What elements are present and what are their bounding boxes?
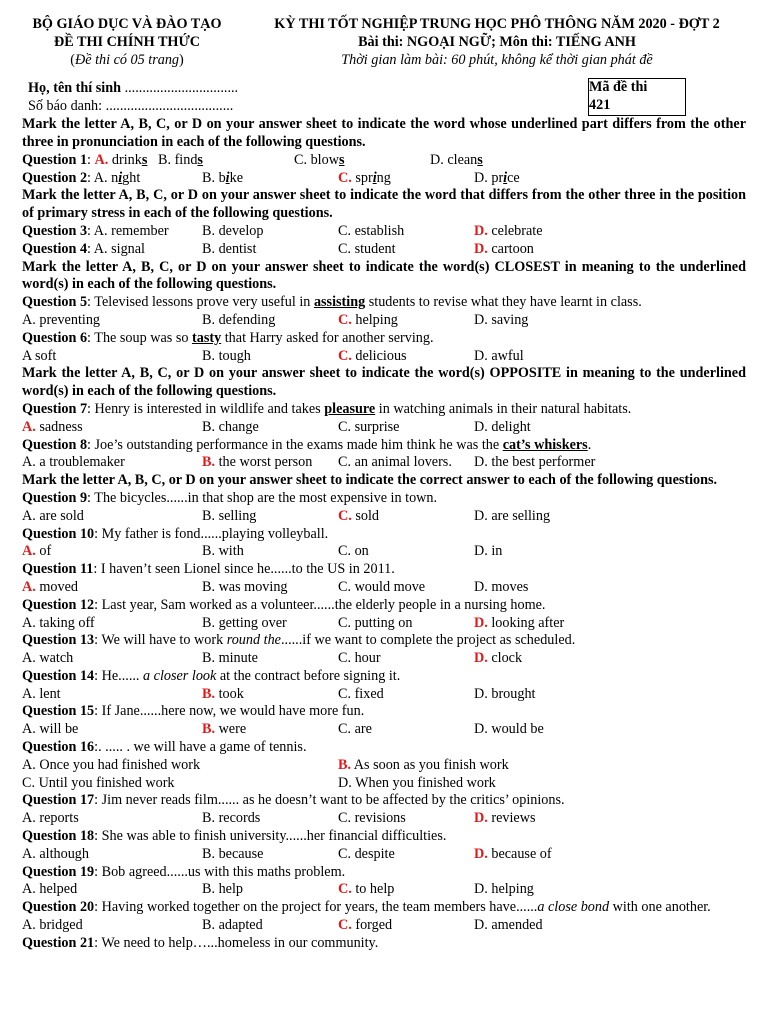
option-d[interactable]: looking after — [491, 614, 565, 631]
option-d[interactable]: because of — [491, 845, 552, 862]
option-c[interactable]: despite — [354, 845, 395, 862]
question-21-stem: Question 21: We need to help…...homeless in our community. — [22, 934, 379, 951]
option-letter-a: A. — [94, 151, 109, 168]
question-18-options: A. although B. because C. despite D. because of — [22, 845, 552, 862]
question-9-options: A. are sold B. selling C. sold D. are selling — [22, 507, 551, 524]
option-b[interactable]: finds — [174, 151, 203, 168]
question-7-stem: Question 7: Henry is interested in wildlife and takes pleasure in watching animals in their natural habitats. — [22, 400, 632, 417]
option-c[interactable]: forged — [355, 917, 393, 934]
candidate-id-label: Số báo danh: — [28, 98, 103, 115]
question-15-options: A. will be B. were C. are D. would be — [22, 721, 544, 738]
option-a[interactable]: preventing — [39, 311, 101, 328]
option-c[interactable]: putting on — [354, 614, 413, 631]
option-b[interactable]: adapted — [218, 917, 263, 934]
option-d[interactable]: clock — [491, 650, 523, 667]
option-a[interactable]: night — [111, 169, 141, 186]
option-b[interactable]: was moving — [218, 578, 288, 595]
option-a[interactable]: signal — [111, 240, 145, 257]
option-d[interactable]: When you finished work — [355, 774, 496, 791]
option-c[interactable]: revisions — [354, 810, 406, 827]
instruction-opposite: Mark the letter A, B, C, or D on your answer sheet to indicate the word(s) OPPOSITE in meaning to the underlined word(s) in each of the following questions. — [22, 365, 746, 400]
option-c[interactable]: fixed — [354, 685, 384, 702]
exam-subject: Bài thi: NGOẠI NGỮ; Môn thi: TIẾNG ANH — [358, 33, 636, 50]
question-19-options: A. helped B. help C. to help D. helping — [22, 881, 534, 898]
question-10-stem: Question 10: My father is fond......playing volleyball. — [22, 525, 329, 542]
exam-time: Thời gian làm bài: 60 phút, không kể thời gian phát đề — [341, 51, 653, 68]
option-c[interactable]: student — [354, 240, 396, 257]
option-c[interactable]: Until you finished work — [38, 774, 175, 791]
option-d[interactable]: the best performer — [491, 454, 596, 471]
option-a[interactable]: drinks — [111, 151, 148, 168]
question-13-stem: Question 13: We will have to work round the......if we want to complete the project as scheduled. — [22, 632, 576, 649]
option-b[interactable]: selling — [218, 507, 257, 524]
option-letter-b: B. — [202, 169, 216, 186]
option-b[interactable]: develop — [218, 222, 264, 239]
question-9-stem: Question 9: The bicycles......in that shop are the most expensive in town. — [22, 489, 438, 506]
option-b[interactable]: dentist — [218, 240, 257, 257]
option-a[interactable]: helped — [39, 881, 78, 898]
question-16-options-row2: C. Until you finished work D. When you finished work — [22, 774, 496, 791]
official-label: ĐỀ THI CHÍNH THỨC — [54, 33, 200, 50]
question-16-stem: Question 16:. ..... . we will have a game of tennis. — [22, 739, 307, 756]
question-16-options-row1: A. Once you had finished work B. As soon as you finish work — [22, 756, 509, 773]
option-letter-c: C. — [294, 151, 308, 168]
question-12-options: A. taking off B. getting over C. putting on D. looking after — [22, 614, 565, 631]
option-a[interactable]: watch — [39, 650, 74, 667]
exam-header — [22, 16, 746, 69]
ministry-name: BỘ GIÁO DỤC VÀ ĐÀO TẠO — [32, 16, 222, 32]
question-14-options: A. lent B. took C. fixed D. brought — [22, 685, 536, 702]
question-3: Question 3: A. remember B. develop C. establish D. celebrate — [22, 222, 543, 239]
question-20-options: A. bridged B. adapted C. forged D. amended — [22, 917, 543, 934]
option-b[interactable]: were — [218, 721, 247, 738]
candidate-name-label: Họ, tên thí sinh — [28, 80, 122, 97]
option-b[interactable]: records — [218, 810, 261, 827]
question-2: Question 2: A. night B. bike C. spring D. price — [22, 169, 520, 186]
option-c[interactable]: blows — [310, 151, 345, 168]
option-b[interactable]: minute — [218, 650, 258, 667]
option-b[interactable]: the worst person — [218, 454, 313, 471]
option-b[interactable]: getting over — [218, 614, 287, 631]
option-d[interactable]: delight — [491, 418, 531, 435]
option-c[interactable]: would move — [354, 578, 426, 595]
option-d[interactable]: helping — [491, 881, 534, 898]
option-c[interactable]: helping — [355, 311, 398, 328]
exam-code-box: Mã đề thi 421 — [588, 78, 686, 116]
question-17-options: A. reports B. records C. revisions D. reviews — [22, 810, 536, 827]
option-b[interactable]: with — [218, 543, 244, 560]
option-d[interactable]: moves — [491, 578, 529, 595]
question-4: Question 4: A. signal B. dentist C. student D. cartoon — [22, 240, 534, 257]
option-a[interactable]: Once you had finished work — [39, 756, 201, 773]
option-letter-d: D. — [430, 151, 444, 168]
question-11-stem: Question 11: I haven’t seen Lionel since he......to the US in 2011. — [22, 561, 395, 578]
option-b[interactable]: took — [218, 685, 244, 702]
option-a[interactable]: are sold — [39, 507, 84, 524]
option-c[interactable]: to help — [355, 881, 395, 898]
option-letter-a: A. — [93, 169, 108, 186]
option-b[interactable]: because — [218, 845, 264, 862]
option-d[interactable]: brought — [491, 685, 536, 702]
question-6-stem: Question 6: The soup was so tasty that Harry asked for another serving. — [22, 329, 434, 346]
option-b[interactable]: defending — [218, 311, 276, 328]
question-7-options: A. sadness B. change C. surprise D. delight — [22, 418, 531, 435]
candidate-id-field[interactable]: .................................... — [102, 98, 234, 115]
option-b[interactable]: change — [218, 418, 259, 435]
question-19-stem: Question 19: Bob agreed......us with this maths problem. — [22, 863, 346, 880]
option-a[interactable]: of — [39, 543, 52, 560]
option-c[interactable]: hour — [354, 650, 381, 667]
page-count: (Đề thi có 05 trang) — [70, 51, 184, 68]
option-a[interactable]: a troublemaker — [39, 454, 125, 471]
option-a[interactable]: remember — [111, 222, 169, 239]
question-5-options: A. preventing B. defending C. helping D. saving — [22, 311, 529, 328]
question-15-stem: Question 15: If Jane......here now, we would have more fun. — [22, 703, 365, 720]
question-18-stem: Question 18: She was able to finish university......her financial difficulties. — [22, 828, 447, 845]
question-12-stem: Question 12: Last year, Sam worked as a volunteer......the elderly people in a nursing home. — [22, 596, 546, 613]
option-a[interactable]: although — [39, 845, 89, 862]
option-letter-b: B. — [158, 151, 172, 168]
option-c[interactable]: are — [354, 721, 372, 738]
option-c[interactable]: establish — [354, 222, 405, 239]
instruction-correct-answer: Mark the letter A, B, C, or D on your answer sheet to indicate the correct answer to each of the following questions. — [22, 472, 718, 489]
option-d[interactable]: cartoon — [491, 240, 534, 257]
header-right — [232, 16, 746, 69]
option-d[interactable]: price — [491, 169, 520, 186]
option-a[interactable]: sadness — [39, 418, 83, 435]
option-d[interactable]: in — [491, 543, 503, 560]
question-1: Question 1: A. drinks B. finds C. blows D. cleans — [22, 151, 483, 168]
option-a[interactable]: reports — [39, 810, 79, 827]
option-d[interactable]: saving — [491, 311, 529, 328]
option-d[interactable]: amended — [491, 917, 543, 934]
option-c[interactable]: spring — [355, 169, 391, 186]
question-label: Question 2 — [22, 169, 88, 186]
option-d[interactable]: awful — [491, 347, 524, 364]
option-b[interactable]: As soon as you finish work — [353, 756, 509, 773]
option-a[interactable]: will be — [39, 721, 79, 738]
question-20-stem: Question 20: Having worked together on the project for years, the team members have......a close bond with one another. — [22, 899, 711, 916]
option-c[interactable]: surprise — [354, 418, 400, 435]
option-letter-d: D. — [474, 169, 488, 186]
option-letter-c: C. — [338, 169, 352, 186]
header-left — [22, 16, 232, 69]
option-a[interactable]: moved — [39, 578, 78, 595]
question-label: Question 3 — [22, 222, 88, 239]
option-a[interactable]: soft — [35, 347, 57, 364]
instruction-stress: Mark the letter A, B, C, or D on your answer sheet to indicate the word that differs from the other three in the position of primary stress in each of the following questions. — [22, 187, 746, 222]
option-a[interactable]: bridged — [39, 917, 83, 934]
option-b[interactable]: help — [218, 881, 243, 898]
instruction-pronunciation: Mark the letter A, B, C, or D on your answer sheet to indicate the word whose underlined part differs from the other three in pronunciation in each of the following questions. — [22, 116, 746, 150]
instruction-closest: Mark the letter A, B, C, or D on your answer sheet to indicate the word(s) CLOSEST in meaning to the underlined word(s) in each of the following questions. — [22, 258, 746, 293]
question-5-stem: Question 5: Televised lessons prove very useful in assisting students to revise what they have learnt in class. — [22, 294, 642, 311]
option-c[interactable]: on — [354, 543, 369, 560]
candidate-name-field[interactable]: ................................ — [121, 80, 239, 97]
option-d[interactable]: celebrate — [491, 222, 543, 239]
option-a[interactable]: lent — [39, 685, 61, 702]
option-d[interactable]: reviews — [491, 810, 536, 827]
question-8-stem: Question 8: Joe’s outstanding performance in the exams made him think he was the cat’s whiskers. — [22, 436, 592, 453]
option-d[interactable]: are selling — [491, 507, 551, 524]
question-14-stem: Question 14: He...... a closer look at the contract before signing it. — [22, 667, 401, 684]
exam-title: KỲ THI TỐT NGHIỆP TRUNG HỌC PHÔ THÔNG NĂM 2020 - ĐỢT 2 — [274, 16, 720, 32]
option-a[interactable]: taking off — [39, 614, 95, 631]
option-c[interactable]: sold — [355, 507, 379, 524]
question-13-options: A. watch B. minute C. hour D. clock — [22, 650, 523, 667]
option-b[interactable]: tough — [218, 347, 251, 364]
option-d[interactable]: cleans — [447, 151, 483, 168]
question-6-options: A soft B. tough C. delicious D. awful — [22, 347, 524, 364]
question-label: Question 4 — [22, 240, 88, 257]
question-11-options: A. moved B. was moving C. would move D. moves — [22, 578, 529, 595]
question-10-options: A. of B. with C. on D. in — [22, 543, 503, 560]
question-label: Question 1 — [22, 151, 88, 168]
option-c[interactable]: an animal lovers. — [354, 454, 452, 471]
question-8-options: A. a troublemaker B. the worst person C. an animal lovers. D. the best performer — [22, 454, 596, 471]
option-d[interactable]: would be — [491, 721, 544, 738]
option-c[interactable]: delicious — [355, 347, 407, 364]
question-17-stem: Question 17: Jim never reads film...... as he doesn’t want to be affected by the critics’ opinions. — [22, 792, 565, 809]
option-b[interactable]: bike — [218, 169, 244, 186]
